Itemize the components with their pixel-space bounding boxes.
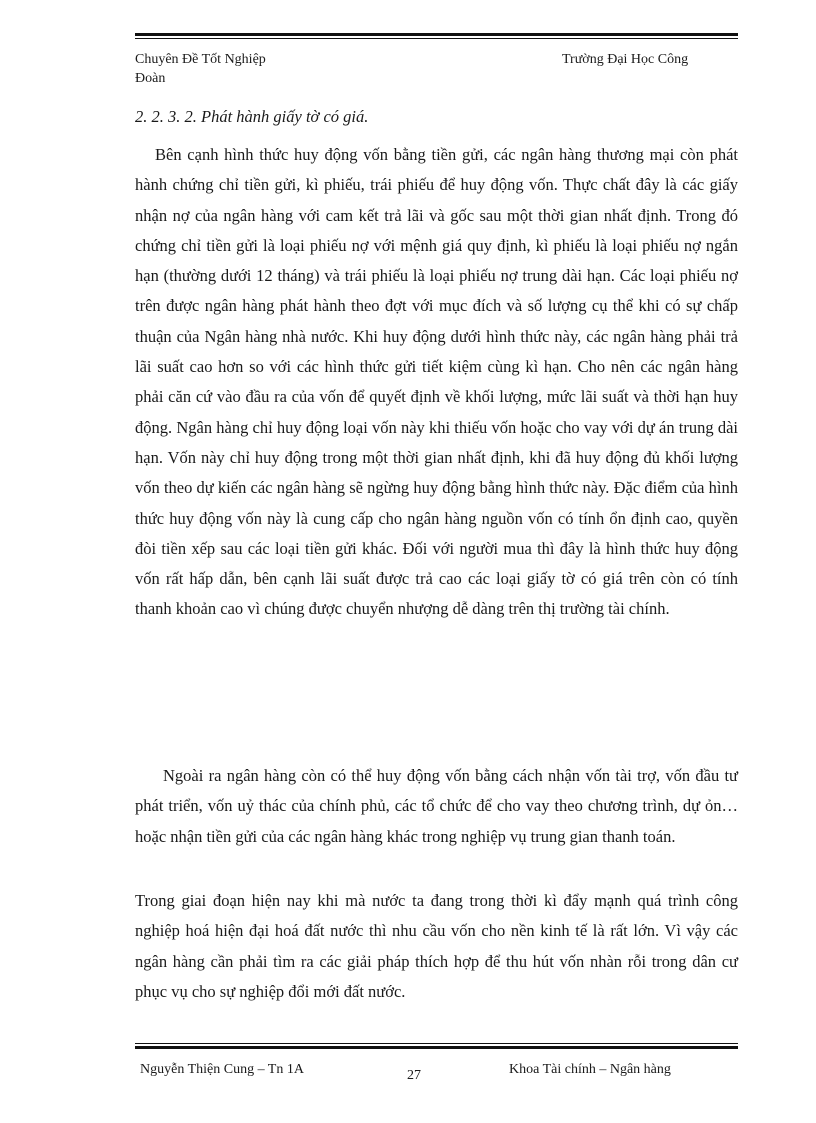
- header-left: [135, 50, 266, 88]
- paragraph-1: Bên cạnh hình thức huy động vốn bằng tiền gửi, các ngân hàng thương mại còn phát hành chứng chỉ tiền gửi, kì phiếu, trái phiếu để huy động vốn. Thực chất đây là các giấy nhận nợ của ngân hàng với cam kết trả lãi và gốc sau một thời gian nhất định. Trong đó chứng chỉ tiền gửi là loại phiếu nợ với mệnh giá quy định, kì phiếu là loại phiếu nợ ngắn hạn (thường dưới 12 tháng) và trái phiếu là loại phiếu nợ trung dài hạn. Các loại phiếu nợ trên được ngân hàng phát hành theo đợt với mục đích và số lượng cụ thể khi có sự chấp thuận của Ngân hàng nhà nước. Khi huy động dưới hình thức này, các ngân hàng phải trả lãi suất cao hơn so với các hình thức gửi tiết kiệm cùng kì hạn. Cho nên các ngân hàng phải căn cứ vào đầu ra của vốn để quyết định về khối lượng, mức lãi suất và thời hạn huy động. Ngân hàng chỉ huy động loại vốn này khi thiếu vốn hoặc cho vay với dự án trung dài hạn. Vốn này chỉ huy động trong một thời gian nhất định, khi đã huy động đủ khối lượng vốn theo dự kiến các ngân hàng sẽ ngừng huy động bằng hình thức này. Đặc điểm của hình thức huy động vốn này là cung cấp cho ngân hàng nguồn vốn có tính ổn định cao, quyền đòi tiền xếp sau các loại tiền gửi khác. Đối với người mua thì đây là hình thức huy động vốn rất hấp dẫn, bên cạnh lãi suất được trả cao các loại giấy tờ có giá trên còn có tính thanh khoản cao vì chúng được chuyển nhượng dễ dàng trên thị trường tài chính.: [135, 145, 738, 619]
- header-left-line1: Chuyên Đề Tốt Nghiệp: [135, 52, 266, 67]
- header-rule-thin: [135, 38, 738, 39]
- paragraph-2: Ngoài ra ngân hàng còn có thể huy động vốn bằng cách nhận vốn tài trợ, vốn đầu tư phát triển, vốn uỷ thác của chính phủ, các tổ chức để cho vay theo chương trình, dự ỏn… hoặc nhận tiền gửi của các ngân hàng khác trong nghiệp vụ trung gian thanh toán.: [135, 766, 738, 846]
- header-right: Trường Đại Học Công: [562, 52, 689, 67]
- footer-page-number: 27: [407, 1068, 421, 1083]
- footer-author: Nguyễn Thiện Cung – Tn 1A: [140, 1062, 304, 1077]
- header-left-line2: Đoàn: [135, 71, 166, 86]
- footer-rule-thin: [135, 1043, 738, 1044]
- section-title: 2. 2. 3. 2. Phát hành giấy tờ có giá.: [135, 107, 369, 126]
- footer-department: Khoa Tài chính – Ngân hàng: [509, 1062, 671, 1077]
- footer-rule-thick: [135, 1046, 738, 1049]
- header-rule-thick: [135, 33, 738, 36]
- paragraph-3: Trong giai đoạn hiện nay khi mà nước ta đang trong thời kì đẩy mạnh quá trình công nghiệp hoá hiện đại hoá đất nước thì nhu cầu vốn cho nền kinh tế là rất lớn. Vì vậy các ngân hàng cần phải tìm ra các giải pháp thích hợp để thu hút vốn nhàn rỗi trong dân cư phục vụ cho sự nghiệp đổi mới đất nước.: [135, 891, 738, 1001]
